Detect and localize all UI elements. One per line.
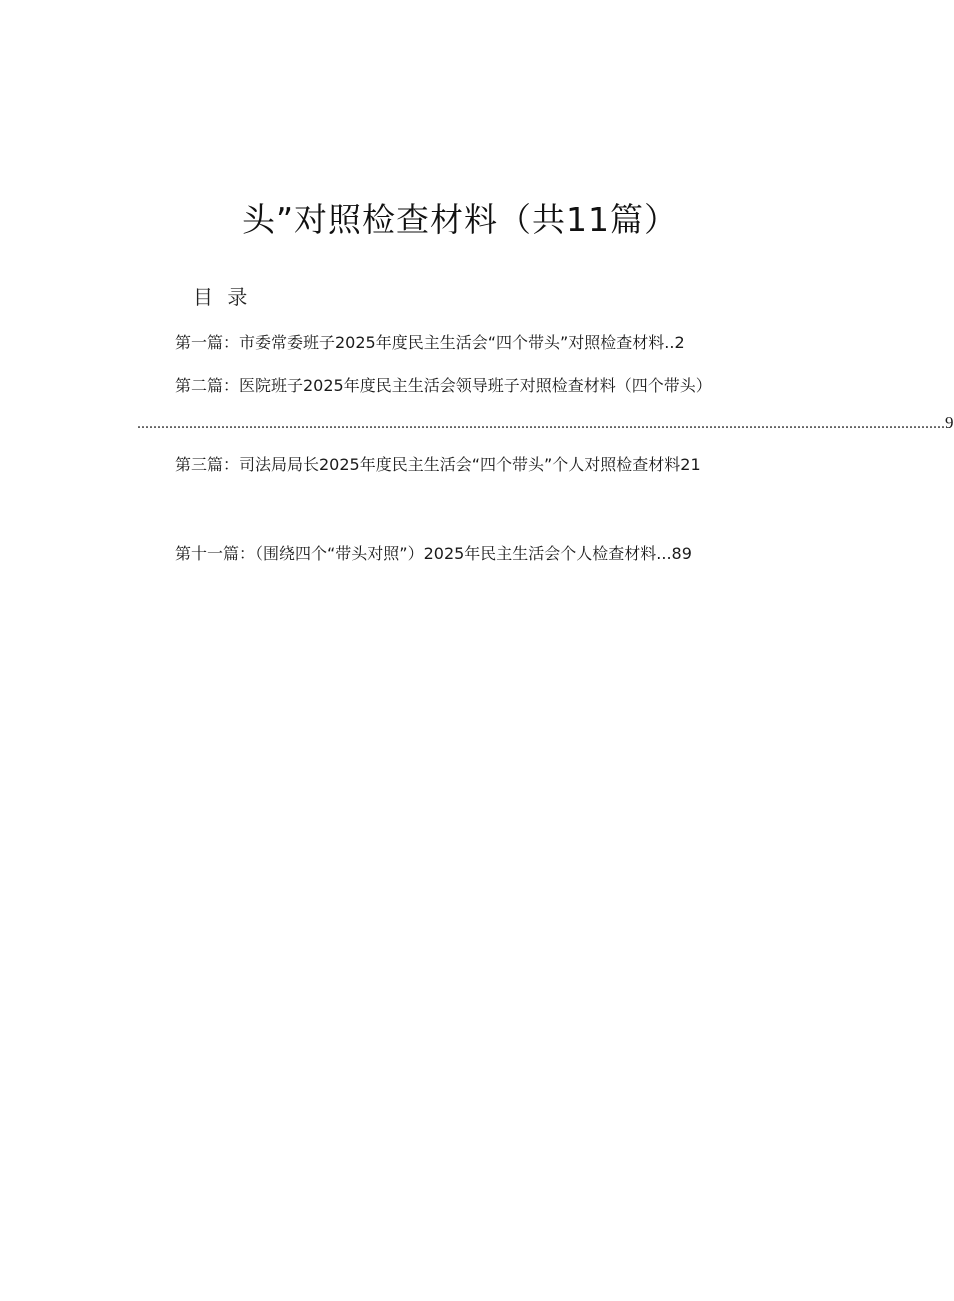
toc-heading: 目 录 bbox=[193, 285, 252, 309]
toc-entry-2-leader-line[interactable] bbox=[137, 411, 954, 436]
toc-entry-2-page-number: 9 bbox=[945, 413, 954, 432]
toc-entry-3[interactable]: 第三篇：司法局局长2025年度民主生活会“四个带头”个人对照检查材料21 bbox=[175, 455, 701, 474]
document-title: 头”对照检查材料（共11篇） bbox=[241, 200, 679, 239]
toc-dot-leader: .......................................................................................................................................................................................................... bbox=[137, 415, 945, 432]
toc-entry-11[interactable]: 第十一篇：（围绕四个“带头对照”）2025年民主生活会个人检查材料...89 bbox=[175, 544, 692, 563]
toc-entry-1[interactable]: 第一篇：市委常委班子2025年度民主生活会“四个带头”对照检查材料..2 bbox=[175, 333, 685, 352]
toc-entry-2[interactable]: 第二篇：医院班子2025年度民主生活会领导班子对照检查材料（四个带头） bbox=[175, 376, 712, 395]
